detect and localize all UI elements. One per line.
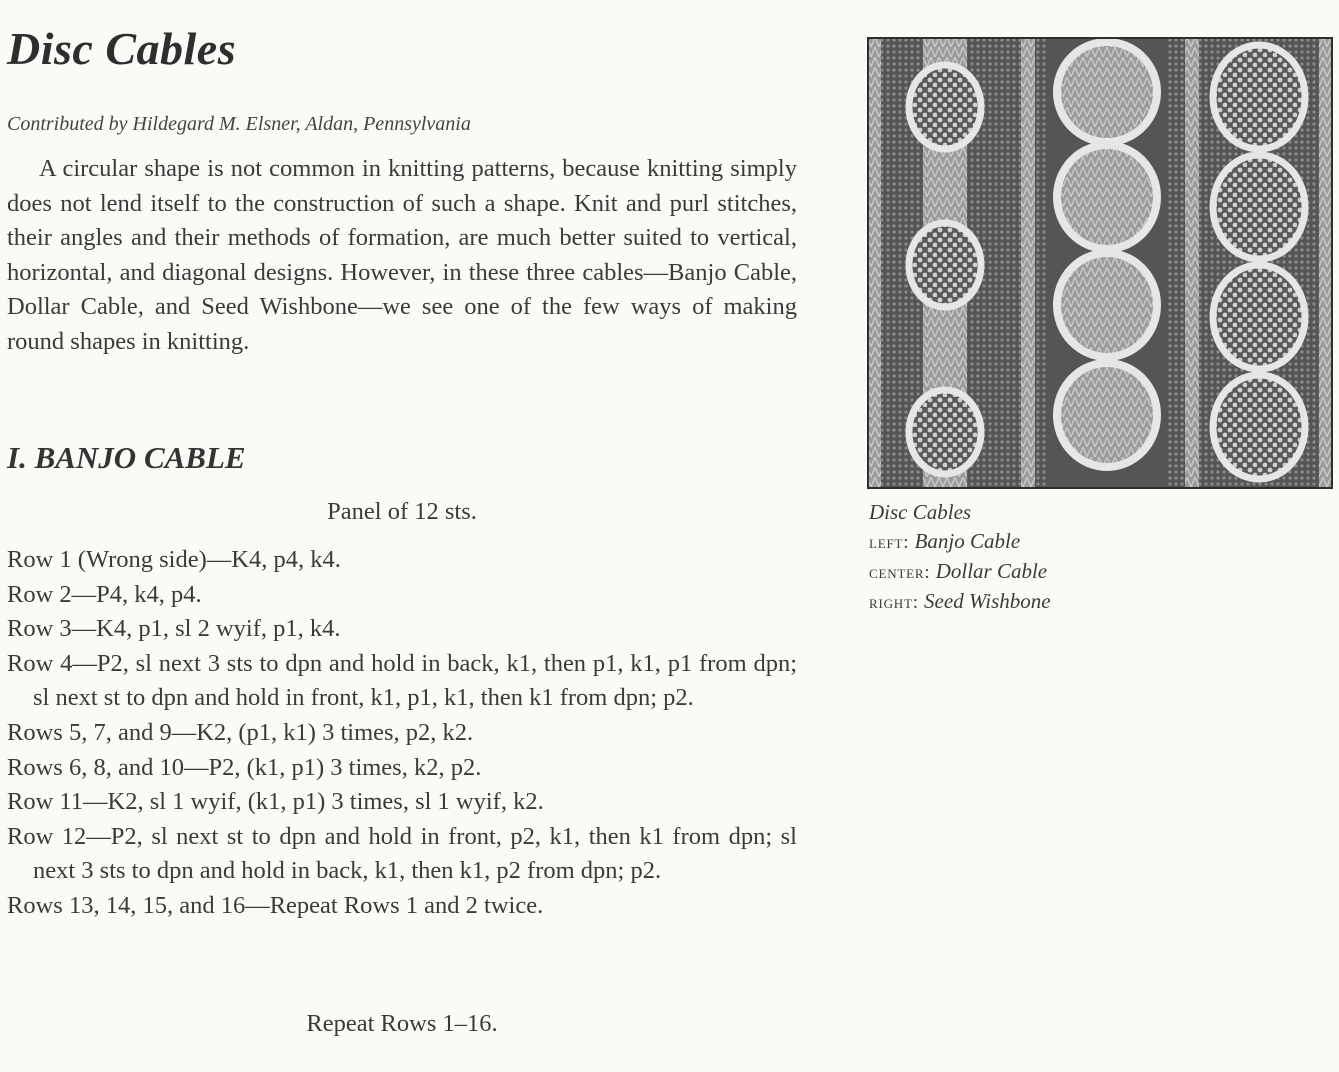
caption-left-label: left:: [869, 532, 910, 553]
contributor-line: Contributed by Hildegard M. Elsner, Aldan, Pennsylvania: [7, 113, 471, 135]
caption-right-label: right:: [869, 592, 919, 613]
dollar-cable-column: [1047, 37, 1167, 489]
page-title: Disc Cables: [7, 23, 237, 74]
caption-title: Disc Cables: [869, 500, 972, 524]
row-instruction: Rows 5, 7, and 9—K2, (p1, k1) 3 times, p2, k2.: [7, 718, 474, 746]
section-heading: I. BANJO CABLE: [7, 440, 246, 475]
intro-paragraph: A circular shape is not common in knitting patterns, because knitting simply does not lend itself to the construction of such a shape. Knit and purl stitches, their angles and their methods of formation, are much better suited to vertical, horizontal, and diagonal designs. However, in these three cables—Banjo Cable, Dollar Cable, and Seed Wishbone—we see one of the few ways of making round shapes in knitting.: [7, 155, 797, 355]
swatch-illustration: [867, 37, 1333, 489]
row-instruction: Row 4—P2, sl next 3 sts to dpn and hold in back, k1, then p1, k1, p1 from dpn; sl next st to dpn and hold in front, k1, p1, k1, then k1 from dpn; p2.: [7, 649, 797, 712]
banjo-cable-column: [909, 37, 981, 489]
row-instruction: Row 2—P4, k4, p4.: [7, 580, 202, 608]
row-instructions: [7, 543, 797, 924]
photo-caption: [869, 497, 1309, 617]
caption-right: [869, 587, 1309, 617]
knitted-swatch-photo: [867, 37, 1333, 489]
row-instruction: Rows 13, 14, 15, and 16—Repeat Rows 1 and 2 twice.: [7, 891, 544, 919]
row-instruction: Row 12—P2, sl next st to dpn and hold in front, p2, k1, then k1 from dpn; sl next 3 sts to dpn and hold in back, k1, then k1, p2 from dpn; p2.: [7, 822, 797, 885]
repeat-note: Repeat Rows 1–16.: [306, 1010, 498, 1037]
caption-left-value: Banjo Cable: [914, 529, 1021, 553]
caption-right-value: Seed Wishbone: [924, 589, 1051, 613]
row-instruction: Row 11—K2, sl 1 wyif, (k1, p1) 3 times, sl 1 wyif, k2.: [7, 788, 544, 816]
caption-center-label: center:: [869, 562, 931, 583]
panel-note: Panel of 12 sts.: [327, 498, 477, 525]
row-instruction: Row 1 (Wrong side)—K4, p4, k4.: [7, 546, 341, 573]
caption-center-value: Dollar Cable: [935, 559, 1048, 583]
caption-left: [869, 527, 1309, 557]
row-instruction: Row 3—K4, p1, sl 2 wyif, p1, k4.: [7, 615, 341, 643]
caption-center: [869, 557, 1309, 587]
row-instruction: Rows 6, 8, and 10—P2, (k1, p1) 3 times, k2, p2.: [7, 753, 482, 781]
